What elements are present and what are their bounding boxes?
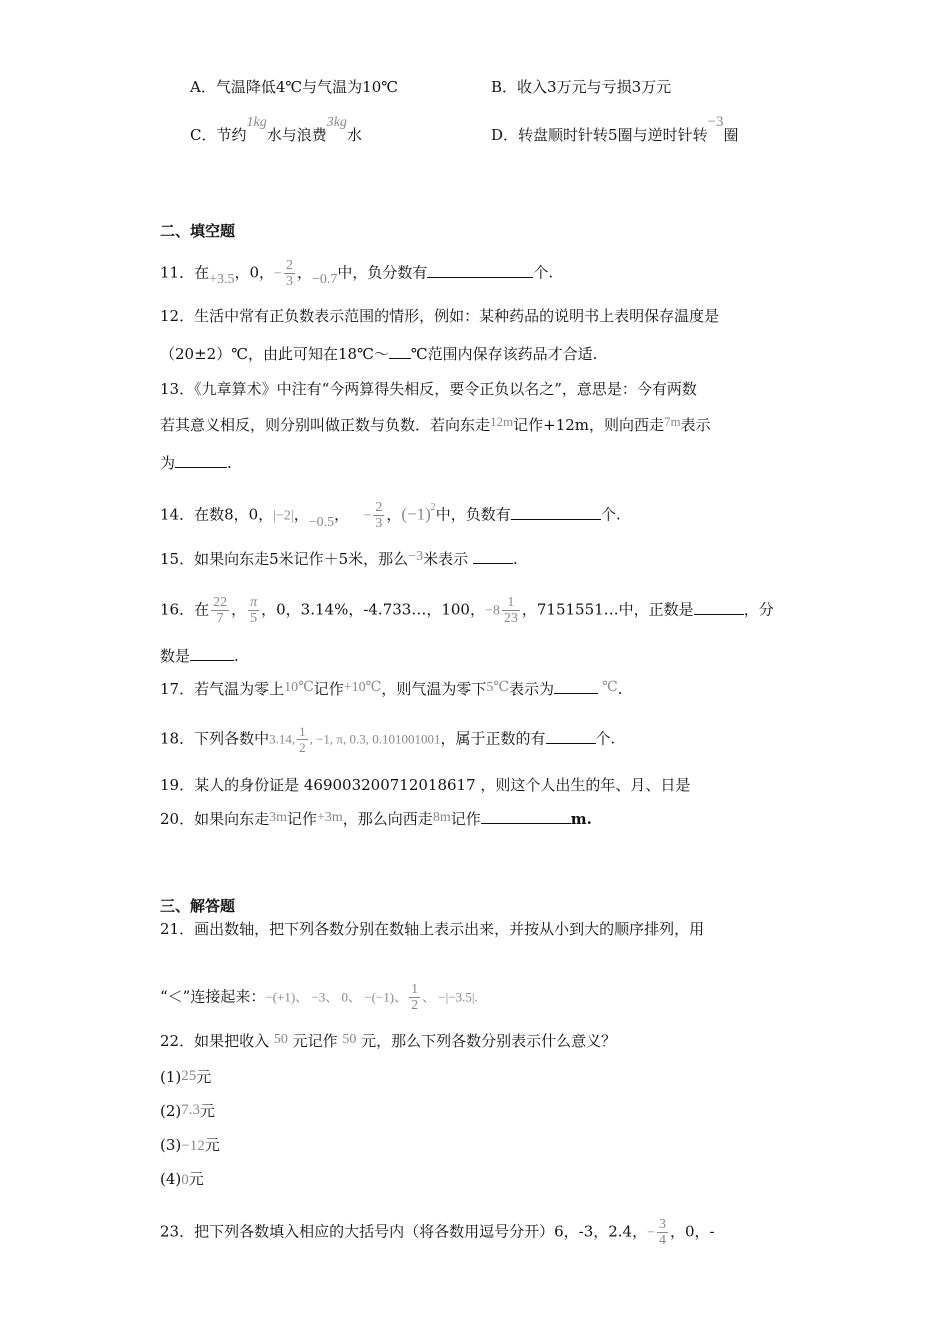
item-index: (4) (160, 1170, 182, 1188)
item-value: 0 (181, 1172, 189, 1188)
q18-end: 个. (595, 729, 616, 748)
section-title-answer: 三、解答题 (160, 897, 236, 915)
numerator: 1 (502, 595, 520, 611)
math-exponent-2: 2 (430, 501, 436, 513)
question-21-line1: 21．画出数轴，把下列各数分别在数轴上表示出来，并按从小到大的顺序排列，用 (160, 920, 705, 938)
item-index: (2) (160, 1102, 182, 1120)
math-plus10c: +10℃ (343, 680, 382, 695)
fraction-1-2 (409, 982, 420, 1013)
math-12m: 12m (490, 414, 514, 429)
answer-blank[interactable] (190, 645, 234, 661)
q22-item-4 (160, 1168, 204, 1191)
q22-item-2 (160, 1100, 215, 1123)
math-neg3: −3 (408, 549, 424, 564)
minus-sign: − (647, 1225, 656, 1241)
answer-blank[interactable] (694, 599, 744, 615)
question-17 (160, 678, 623, 702)
math-degree-c: ℃ (602, 680, 618, 695)
option-a: A．气温降低4℃与气温为10℃ (190, 78, 399, 96)
q22-text: 22．如果把收入 (160, 1032, 274, 1050)
q16-text4: 数是 (160, 647, 191, 665)
q23-text: 23．把下列各数填入相应的大括号内（将各数用逗号分开）6，-3，2.4， (160, 1222, 648, 1241)
question-19: 19．某人的身份证是 469003200712018617 ，则这个人出生的年、月、日是 (160, 776, 691, 794)
q20-end: m. (570, 810, 592, 828)
fraction-3-4 (657, 1217, 668, 1248)
fraction-2-3 (284, 258, 295, 289)
question-13-line1: 13．《九章算术》中注有“今两算得失相反，要令正负以名之”，意思是：今有两数 (160, 380, 697, 398)
q14-text2: 中，负数有 (435, 505, 511, 524)
item-unit: 元 (196, 1068, 212, 1086)
q16-end: . (234, 647, 239, 665)
math-10c: 10℃ (284, 680, 314, 695)
question-13-line3 (160, 452, 232, 474)
q16-text3: ，分 (743, 600, 774, 619)
q20-text3: ，那么向西走 (342, 810, 433, 828)
math-7m: 7m (664, 414, 681, 429)
q17-text3: ，则气温为零下 (381, 680, 487, 698)
math-8m: 8m (432, 810, 451, 825)
denominator: 4 (659, 1233, 667, 1248)
math-neg0-5: −0.5 (308, 514, 335, 530)
minus-sign: − (363, 508, 372, 524)
q16-text2: ，7151551…中，正数是 (521, 600, 694, 619)
q15-text2: 米表示 (423, 550, 473, 568)
answer-blank[interactable] (389, 343, 411, 359)
denominator: 3 (285, 274, 293, 289)
fraction-pi-5 (248, 595, 259, 626)
q11-sep2: ， (296, 263, 312, 282)
denominator: 2 (299, 740, 306, 755)
item-unit: 元 (188, 1170, 204, 1188)
item-value: 25 (181, 1068, 197, 1084)
question-11 (160, 258, 553, 289)
numerator: 2 (285, 258, 293, 273)
minus-sign: − (274, 266, 282, 282)
item-unit: 元 (204, 1136, 220, 1154)
math-plus3m: +3m (317, 810, 343, 825)
denominator: 7 (216, 611, 224, 626)
option-d (491, 114, 739, 147)
answer-blank[interactable] (427, 262, 533, 278)
math-3-14: 3.14, (269, 731, 296, 747)
fraction-1-2 (297, 724, 308, 755)
q11-text: 11．在 (160, 263, 210, 282)
q14-end: 个. (600, 505, 621, 524)
option-c-end: 水 (346, 126, 362, 144)
q22-text2: 元记作 (287, 1032, 343, 1050)
answer-blank[interactable] (511, 504, 601, 520)
question-18 (160, 724, 615, 755)
answer-blank[interactable] (175, 452, 227, 468)
math-1kg: 1kg (246, 115, 267, 130)
q18-text: 18．下列各数中 (160, 729, 270, 748)
q16-sep: ， (231, 600, 247, 619)
math-50: 50 (342, 1032, 357, 1047)
question-12-line2 (160, 343, 597, 365)
q15-text: 15．如果向东走5米记作＋5米，那么 (160, 550, 409, 568)
q16-list: ，0，3.14%，-4.733…，100， (261, 600, 485, 619)
q14-sep2: ， (334, 505, 350, 524)
answer-blank[interactable] (554, 678, 598, 694)
answer-blank[interactable] (546, 728, 596, 744)
denominator: 2 (411, 998, 419, 1013)
answer-blank[interactable] (473, 548, 513, 564)
question-20 (160, 808, 592, 832)
math-neg1-paren: (−1) (401, 504, 431, 524)
math-number-list: −(+1)、 −3、 0、 −(−1)、 (265, 989, 408, 1005)
question-16-line2 (160, 645, 239, 667)
math-abs-neg3-5: 、 −|−3.5|. (422, 989, 478, 1005)
q12-text: （20±2）℃，由此可知在18℃～ (160, 345, 389, 363)
option-d-label: D．转盘顺时针转5圈与逆时针转 (491, 126, 708, 144)
math-number-list: , −1, π, 0.3, 0.101001001 (309, 731, 441, 747)
numerator: 2 (375, 500, 383, 515)
q15-end: . (512, 550, 518, 568)
q11-text2: 中，负分数有 (337, 263, 428, 282)
q23-text2: ，0，- (670, 1222, 715, 1241)
numerator: 1 (411, 982, 419, 997)
q17-text4: 表示为 (509, 680, 555, 698)
question-13-line2 (160, 414, 711, 437)
numerator: 22 (213, 595, 228, 610)
q18-text2: ，属于正数的有 (440, 729, 546, 748)
option-d-end: 圈 (723, 126, 739, 144)
q12-text2: ℃范围内保存该药品才合适. (410, 345, 598, 363)
option-b: B．收入3万元与亏损3万元 (491, 78, 672, 96)
math-neg3: −3 (707, 114, 724, 130)
denominator: 23 (503, 611, 518, 626)
math-5c: 5℃ (486, 680, 510, 695)
math-neg8: −8 (484, 603, 500, 619)
math-3m: 3m (269, 810, 287, 825)
q14-sep: ， (293, 505, 309, 524)
math-50: 50 (273, 1032, 288, 1047)
item-index: (3) (160, 1136, 182, 1154)
question-14 (160, 500, 621, 531)
item-unit: 元 (200, 1102, 216, 1120)
q13-text: 若其意义相反，则分别叫做正数与负数．若向东走 (160, 416, 491, 434)
math-neg0-7: −0.7 (311, 271, 338, 287)
q14-text: 14．在数8，0， (160, 505, 274, 524)
q22-item-1 (160, 1066, 211, 1089)
q13-end: . (227, 454, 232, 472)
q20-text: 20．如果向东走 (160, 810, 270, 828)
question-23 (160, 1217, 715, 1248)
q22-item-3 (160, 1134, 220, 1157)
q20-text2: 记作 (286, 810, 317, 828)
numerator: 3 (659, 1217, 667, 1232)
q14-sep3: ， (386, 505, 402, 524)
question-15 (160, 548, 518, 572)
q17-text2: 记作 (313, 680, 344, 698)
math-3kg: 3kg (326, 115, 347, 130)
denominator: 3 (375, 516, 383, 531)
q13-text3: 表示 (680, 416, 711, 434)
answer-blank[interactable] (481, 808, 571, 824)
q13-text2: 记作+12m，则向西走 (513, 416, 665, 434)
denominator: 5 (250, 611, 258, 626)
section-title-fill-in: 二、填空题 (160, 222, 236, 240)
q11-sep: ，0， (234, 263, 275, 282)
q17-text: 17．若气温为零上 (160, 680, 285, 698)
fraction-22-7 (211, 595, 229, 626)
math-abs-neg2: |−2| (273, 508, 294, 524)
question-21-line2 (160, 982, 478, 1013)
fraction-1-23 (502, 595, 520, 626)
q17-end: . (617, 680, 623, 698)
option-c-label: C．节约 (190, 126, 247, 144)
math-plus3-5: +3.5 (209, 271, 235, 287)
option-c (190, 115, 362, 148)
q13-text4: 为 (160, 454, 176, 472)
numerator: π (250, 595, 258, 610)
q22-text3: 元，那么下列各数分别表示什么意义？ (356, 1032, 617, 1050)
fraction-2-3 (373, 500, 384, 531)
option-c-mid: 水与浪费 (266, 126, 327, 144)
item-index: (1) (160, 1068, 182, 1086)
item-value: 7.3 (181, 1102, 200, 1118)
question-22 (160, 1030, 616, 1054)
numerator: 1 (299, 724, 306, 739)
q16-text: 16．在 (160, 600, 210, 619)
q11-end: 个. (533, 263, 554, 282)
q20-text4: 记作 (450, 810, 481, 828)
question-16-line1 (160, 595, 774, 626)
q21-text: “＜”连接起来： (160, 987, 266, 1006)
item-value: −12 (181, 1138, 205, 1154)
question-12-line1: 12．生活中常有正负数表示范围的情形，例如：某种药品的说明书上表明保存温度是 (160, 307, 720, 325)
